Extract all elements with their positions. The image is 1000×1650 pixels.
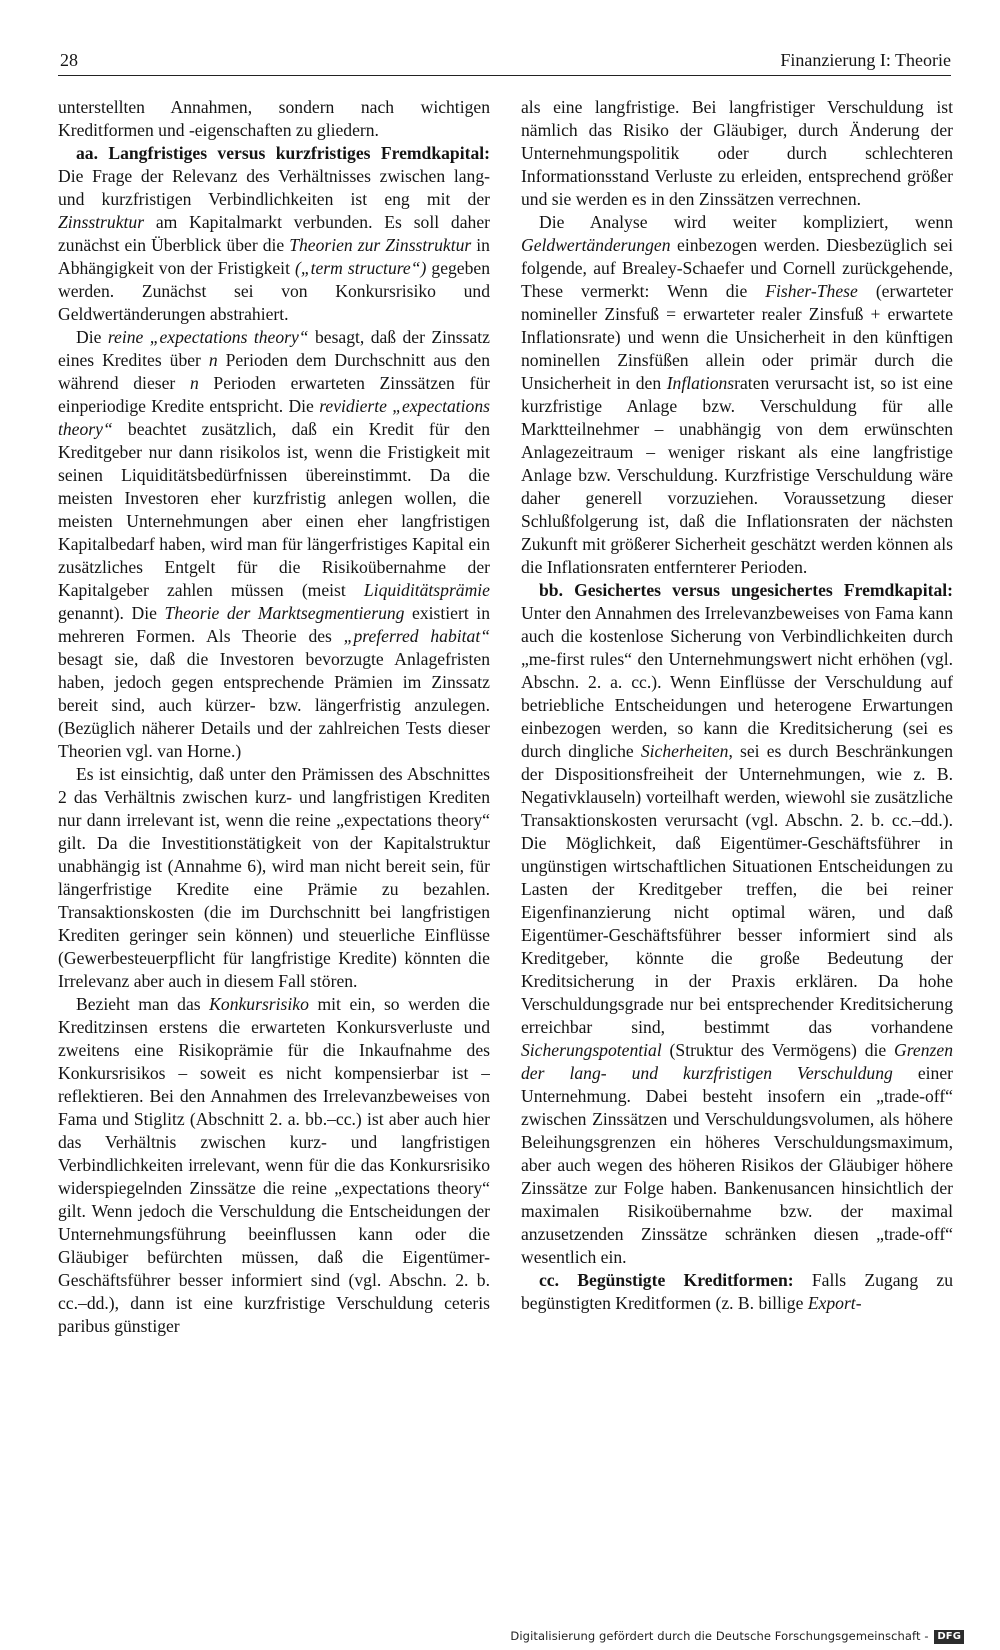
paragraph: Bezieht man das Konkursrisiko mit ein, so werden die Kreditzinsen erstens die erwarteten Konkursverluste und zweitens eine Risikoprämie für die Inkaufnahme des Konkursrisikos – soweit es nicht kompensierbar ist – reflektieren. Bei den Annahmen des Irrelevanzbeweises von Fama und Stiglitz (Abschnitt 2. a. bb.–cc.) ist aber auch hier das Verhältnis zwischen kurz- und langfristigen Verbindlichkeiten irrelevant, wenn für die das Konkursrisiko widerspiegelnden Zinssätze die reine „expectations theory“ gilt. Wenn jedoch die Verschuldung die Entscheidungen der Unternehmungsführung beeinflussen kann oder die Gläubiger befürchten müssen, daß die Eigentümer-Geschäftsführer besser informiert sind (vgl. Abschn. 2. b. cc.–dd.), dann ist eine kurzfristige Verschuldung ceteris paribus günstiger xyxy=(58,994,490,1336)
left-column xyxy=(58,96,490,1591)
dfg-logo: DFG xyxy=(934,1630,964,1644)
footer-text: Digitalisierung gefördert durch die Deutsche Forschungsgemeinschaft - xyxy=(510,1629,929,1643)
section-bb: bb. Gesichertes versus ungesichertes Fremdkapital: Unter den Annahmen des Irrelevanzbeweises von Fama kann auch die kostenlose Sicherung von Verbindlichkeiten durch „me-first rules“ den Unternehmungswert nicht erhöhen (vgl. Abschn. 2. a. cc.). Wenn Einflüsse der Verschuldung auf betriebliche Entscheidungen und heterogene Erwartungen einbezogen werden, so kann die Kreditsicherung (sei es durch dingliche Sicherheiten, sei es durch Beschränkungen der Dispositionsfreiheit der Unternehmungen, wie z. B. Negativklauseln) vorteilhaft werden, wiewohl sie zusätzliche Transaktionskosten verursacht (vgl. Abschn. 2. b. cc.–dd.). Die Möglichkeit, daß Eigentümer-Geschäftsführer in ungünstigen wirtschaftlichen Situationen Entscheidungen zu Lasten der Kreditgeber treffen, die bei reiner Eigenfinanzierung nicht optimal wären, und daß Eigentümer-Geschäftsführer besser informiert sind als Kreditgeber, könnte die große Bedeutung der Kreditsicherung in der Praxis erklären. Da hohe Verschuldungsgrade nur bei entsprechender Kreditsicherung erreichbar sind, bestimmt das vorhandene Sicherungspotential (Struktur des Vermögens) die Grenzen der lang- und kurzfristigen Verschuldung einer Unternehmung. Dabei besteht insofern ein „trade-off“ zwischen Zinssätzen und Verschuldungsvolumen, als höhere Beleihungsgrenzen ein höheres Verschuldungsmaximum, aber auch wegen des höheren Risikos der Gläubiger höhere Zinssätze zur Folge haben. Bankenusancen hinsichtlich der maximalen Risikoübernahme bzw. der maximal anzusetzenden Zinssätze schränken diesen „trade-off“ wesentlich ein. xyxy=(521,580,953,1267)
section-heading: aa. Langfristiges versus kurzfristiges Fremdkapital: xyxy=(76,143,490,163)
page-number: 28 xyxy=(60,50,78,70)
digitization-footer xyxy=(510,1628,964,1644)
running-title: Finanzierung I: Theorie xyxy=(780,50,951,70)
section-cc: cc. Begünstigte Kreditformen: Falls Zugang zu begünstigten Kreditformen (z. B. billige Export- xyxy=(521,1270,953,1313)
paragraph: Es ist einsichtig, daß unter den Prämissen des Abschnittes 2 das Verhältnis zwischen kurz- und langfristigen Krediten nur dann irrelevant ist, wenn die reine „expectations theory“ gilt. Da die Investitionstätigkeit von der Kapitalstruktur unabhängig ist (Annahme 6), wird man nicht bereit sein, für längerfristige Kredite eine Prämie zu bezahlen. Transaktionskosten (die im Durchschnitt bei langfristigen Krediten geringer sein können) und steuerliche Einflüsse (Gewerbesteuerpflicht für langfristige Kredite) könnten die Irrelevanz aber auch in diesem Fall stören. xyxy=(58,764,490,991)
paragraph: unterstellten Annahmen, sondern nach wichtigen Kreditformen und -eigenschaften zu gliedern. xyxy=(58,97,490,140)
right-column xyxy=(521,96,953,1591)
section-heading: bb. Gesichertes versus ungesichertes Fremdkapital: xyxy=(539,580,953,600)
section-heading: cc. Begünstigte Kreditformen: xyxy=(539,1270,794,1290)
paragraph: als eine langfristige. Bei langfristiger Verschuldung ist nämlich das Risiko der Gläubiger, durch Änderung der Unternehmungspolitik oder durch schlechteren Informationsstand Verluste zu erleiden, entsprechend größer und sie werden es in den Zinssätzen verrechnen. xyxy=(521,97,953,209)
running-header xyxy=(58,49,951,76)
paragraph: Die reine „expectations theory“ besagt, daß der Zinssatz eines Kredites über n Perioden dem Durchschnitt aus den während dieser n Perioden erwarteten Zinssätzen für einperiodige Kredite entspricht. Die revidierte „expectations theory“ beachtet zusätzlich, daß ein Kredit für den Kreditgeber nur dann risikolos ist, wenn die Fristigkeit mit seinen Liquiditätsbedürfnissen übereinstimmt. Da die meisten Investoren eher kurzfristig anlegen wollen, die meisten Unternehmungen aber einen eher langfristigen Kapitalbedarf haben, wird man für längerfristiges Kapital ein zusätzliches Entgelt für die Risikoübernahme der Kapitalgeber zahlen müssen (meist Liquiditätsprämie genannt). Die Theorie der Marktsegmentierung existiert in mehreren Formen. Als Theorie des „preferred habitat“ besagt sie, daß die Investoren bevorzugte Anlagefristen haben, jedoch gegen entsprechende Prämien im Zinssatz bereit sind, auch kürzer- bzw. längerfristig anzulegen. (Bezüglich näherer Details und der zahlreichen Tests dieser Theorien vgl. van Horne.) xyxy=(58,327,490,761)
section-aa: aa. Langfristiges versus kurzfristiges Fremdkapital: Die Frage der Relevanz des Verhältnisses zwischen lang- und kurzfristigen Verbindlichkeiten ist eng mit der Zinsstruktur am Kapitalmarkt verbunden. Es soll daher zunächst ein Überblick über die Theorien zur Zinsstruktur in Abhängigkeit von der Fristigkeit („term structure“) gegeben werden. Zunächst sei von Konkursrisiko und Geldwertänderungen abstrahiert. xyxy=(58,143,490,324)
paragraph: Die Analyse wird weiter kompliziert, wenn Geldwertänderungen einbezogen werden. Diesbezüglich sei folgende, auf Brealey-Schaefer und Cornell zurückgehende, These vermerkt: Wenn die Fisher-These (erwarteter nomineller Zinsfuß = erwarteter realer Zinsfuß + erwartete Inflationsrate) und wenn die Unsicherheit in den künftigen nominellen Zinsfüßen allein oder primär durch die Unsicherheit in den Inflationsraten verursacht ist, so ist eine kurzfristige Anlage bzw. Verschuldung für alle Marktteilnehmer – unabhängig von dem erwünschten Anlagezeitraum – weniger riskant als eine langfristige Anlage bzw. Verschuldung. Kurzfristige Verschuldung wäre daher generell vorzuziehen. Voraussetzung dieser Schlußfolgerung ist, daß die Inflationsraten der nächsten Zukunft mit größerer Sicherheit geschätzt werden können als die Inflationsraten entfernterer Perioden. xyxy=(521,212,953,577)
